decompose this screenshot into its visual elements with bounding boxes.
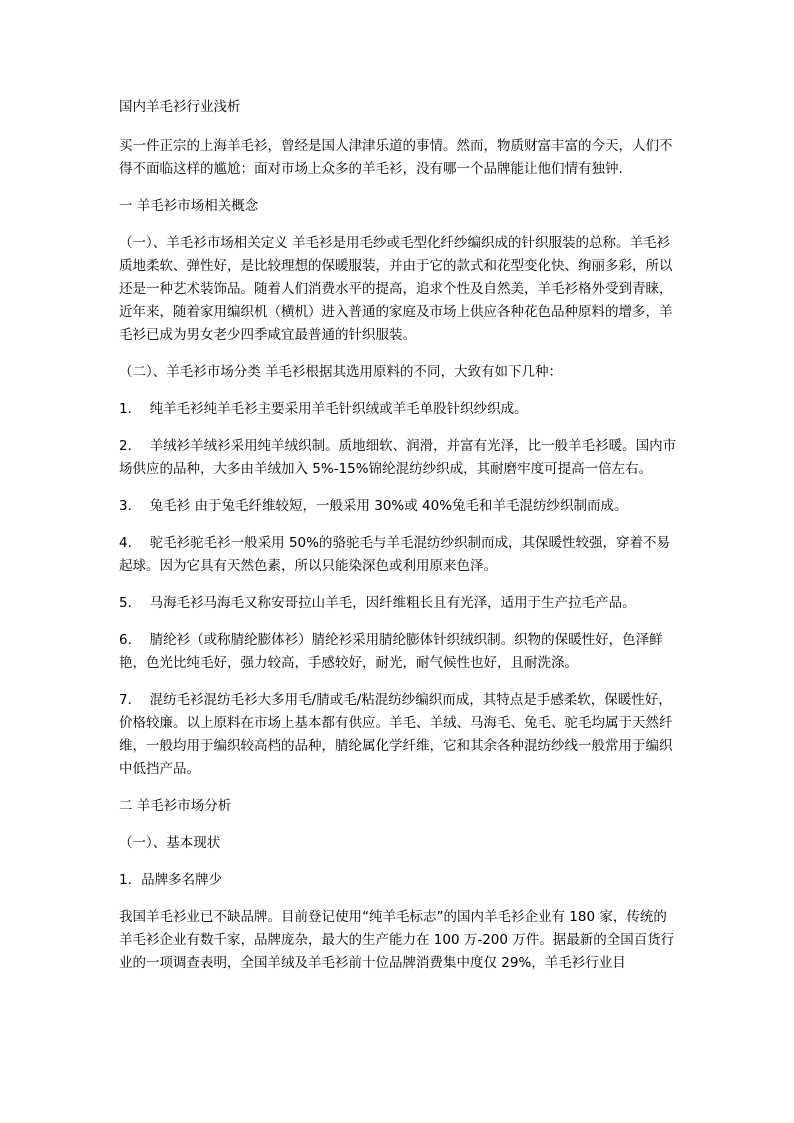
list-item-7: 7． 混纺毛衫混纺毛衫大多用毛/腈或毛/粘混纺纱编织而成，其特点是手感柔软，保暖性好，价格较廉。以上原料在市场上基本都有供应。羊毛、羊绒、马海毛、兔毛、驼毛均属于天然纤维，一般均用于编织较高档的品种，腈纶属化学纤维，它和其余各种混纺纱线一般常用于编织中低挡产品。 xyxy=(119,692,673,777)
document-title: 国内羊毛衫行业浅析 xyxy=(119,99,241,115)
brands-paragraph: 我国羊毛衫业已不缺品牌。目前登记使用“纯羊毛标志”的国内羊毛衫企业有 180 家，传统的羊毛衫企业有数千家，品牌庞杂，最大的生产能力在 100 万-200 万件。据最新的全国百货行业的一项调查表明，全国羊绒及羊毛衫前十位品牌消费集中度仅 29%，羊毛衫行业目 xyxy=(119,909,675,971)
document-page xyxy=(119,96,679,989)
list-item-6: 6． 腈纶衫（或称腈纶膨体衫）腈纶衫采用腈纶膨体针织绒织制。织物的保暖性好，色泽鲜艳，色光比纯毛好，强力较高，手感较好，耐光，耐气候性也好，且耐洗涤。 xyxy=(119,632,663,671)
intro-paragraph: 买一件正宗的上海羊毛衫，曾经是国人津津乐道的事情。然而，物质财富丰富的今天，人们不得不面临这样的尴尬：面对市场上众多的羊毛衫，没有哪一个品牌能让他们情有独钟. xyxy=(119,138,673,177)
subheading-brands: 1．品牌多名牌少 xyxy=(119,872,223,888)
list-item-4: 4． 驼毛衫驼毛衫一般采用 50%的骆驼毛与羊毛混纺纱织制而成，其保暖性较强，穿着不易起球。因为它具有天然色素，所以只能染深色或利用原来色泽。 xyxy=(119,535,670,574)
list-item-3: 3． 兔毛衫 由于兔毛纤维较短，一般采用 30%或 40%兔毛和羊毛混纺纱织制而成。 xyxy=(119,498,628,514)
subsection-heading: （一）、基本现状 xyxy=(119,835,221,851)
section-heading-2: 二 羊毛衫市场分析 xyxy=(119,798,232,814)
classification-paragraph: （二）、羊毛衫市场分类 羊毛衫根据其选用原料的不同，大致有如下几种： xyxy=(119,364,563,380)
list-item-5: 5． 马海毛衫马海毛又称安哥拉山羊毛，因纤维粗长且有光泽，适用于生产拉毛产品。 xyxy=(119,595,636,611)
section-heading-1: 一 羊毛衫市场相关概念 xyxy=(119,198,259,214)
list-item-1: 1． 纯羊毛衫纯羊毛衫主要采用羊毛针织绒或羊毛单股针织纱织成。 xyxy=(119,401,528,417)
definition-paragraph: （一）、羊毛衫市场相关定义 羊毛衫是用毛纱或毛型化纤纱编织成的针织服装的总称。羊毛衫质地柔软、弹性好，是比较理想的保暖服装，并由于它的款式和花型变化快、绚丽多彩，所以还是一种艺术装饰品。随着人们消费水平的提高，追求个性及自然美，羊毛衫格外受到青睐，近年来，随着家用编织机（横机）进入普通的家庭及市场上供应各种花色品种原料的增多，羊毛衫已成为男女老少四季咸宜最普通的针织服装。 xyxy=(119,235,673,343)
list-item-2: 2． 羊绒衫羊绒衫采用纯羊绒织制。质地细软、润滑，并富有光泽，比一般羊毛衫暖。国内市场供应的品种，大多由羊绒加入 5%-15%锦纶混纺纱织成，其耐磨牢度可提高一倍左右。 xyxy=(119,438,677,477)
